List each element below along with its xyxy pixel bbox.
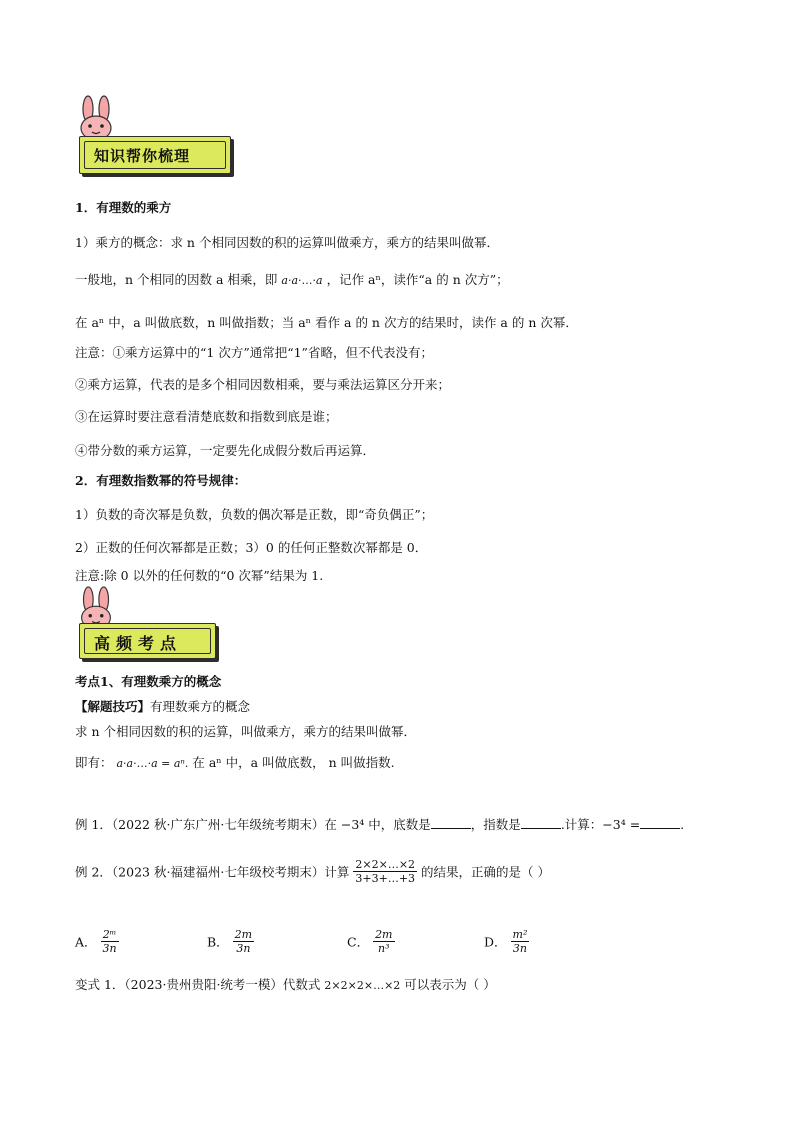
note-4: ④带分数的乘方运算，一定要先化成假分数后再运算． bbox=[75, 443, 376, 458]
choice-d[interactable]: D． $\frac{\text{m²}}{3n}$ bbox=[484, 928, 528, 955]
paragraph-general: 一般地，n 个相同的因数 a 相乘，即 a·a·…·a ，记作 aⁿ，读作“a 的 n 次方”； bbox=[75, 272, 509, 287]
paragraph-base-exponent: 在 aⁿ 中，a 叫做底数，n 叫做指数；当 aⁿ 看作 a 的 n 次方的结果时，读作 a 的 n 次幂． bbox=[75, 315, 578, 330]
answer-blank[interactable] bbox=[521, 816, 561, 829]
example-1: 例 1．（2022 秋·广东广州·七年级统考期末）在 −3⁴ 中，底数是 ，指数是 .计算：−3⁴ = . bbox=[75, 817, 685, 832]
tip-body: 求 n 个相同因数的积的运算，叫做乘方，乘方的结果叫做幂． bbox=[75, 724, 416, 739]
example-2: 例 2．（2023 秋·福建福州·七年级校考期末）计算 $\frac{2\times 2\times\dots\times 2}{3+3+\dots+3}$ 的结果，正确的是（ ） bbox=[75, 858, 551, 885]
paragraph-concept: 1）乘方的概念：求 n 个相同因数的积的运算叫做乘方，乘方的结果叫做幂． bbox=[75, 235, 499, 250]
choice-b[interactable]: B． $\frac{2m}{3n}$ bbox=[207, 928, 253, 955]
choice-a[interactable]: A． $\frac{\text{2ᵐ}}{3n}$ bbox=[75, 928, 117, 955]
answer-blank[interactable] bbox=[431, 816, 471, 829]
tip-formula: 即有： a·a·…·a = aⁿ. 在 aⁿ 中，a 叫做底数， n 叫做指数. bbox=[75, 755, 395, 770]
heading-1: 1．有理数的乘方 bbox=[75, 200, 172, 215]
tip-line: 【解题技巧】有理数乘方的概念 bbox=[75, 699, 251, 714]
heading-2: 2．有理数指数幂的符号规律： bbox=[75, 473, 247, 488]
rule-2: 2）正数的任何次幂都是正数；3）0 的任何正整数次幂都是 0． bbox=[75, 540, 428, 555]
note-1: 注意：①乘方运算中的“1 次方”通常把“1”省略，但不代表没有； bbox=[75, 345, 433, 360]
section-badge-highfreq: 高频考点 bbox=[79, 623, 216, 659]
topic-1-title: 考点1、有理数乘方的概念 bbox=[75, 674, 222, 689]
note-3: ③在运算时要注意看清楚底数和指数到底是谁； bbox=[75, 409, 338, 424]
choice-c[interactable]: C． $\frac{2m}{\text{n³}}$ bbox=[347, 928, 393, 955]
product-formula: a·a·…·a = aⁿ. bbox=[116, 757, 189, 770]
note-2: ②乘方运算，代表的是多个相同因数相乘，要与乘法运算区分开来； bbox=[75, 377, 451, 392]
rule-3: 注意:除 0 以外的任何数的“0 次幂”结果为 1. bbox=[75, 568, 324, 583]
rule-1: 1）负数的奇次幂是负数，负数的偶次幂是正数，即“奇负偶正”； bbox=[75, 507, 434, 522]
section-badge-knowledge: 知识帮你梳理 bbox=[79, 136, 231, 174]
variant-1: 变式 1．（2023·贵州贵阳·统考一模）代数式 2×2×2×…×2 可以表示为（ ） bbox=[75, 977, 496, 992]
example-2-fraction: $\frac{2\times 2\times\dots\times 2}{3+3+\dots+3}$ bbox=[355, 858, 416, 885]
product-formula: a·a·…·a bbox=[281, 274, 323, 287]
answer-blank[interactable] bbox=[640, 816, 680, 829]
